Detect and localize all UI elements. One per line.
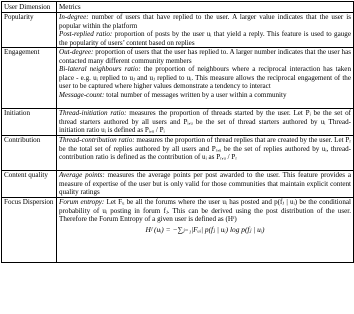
metric-term: Out-degree: bbox=[59, 48, 94, 57]
dimension-label: Content quality bbox=[2, 171, 57, 198]
table-row-focus-dispersion bbox=[2, 198, 354, 263]
metric-term: Thread-initiation ratio: bbox=[59, 109, 127, 118]
metrics-table-container bbox=[1, 1, 354, 263]
header-user-dimension: User Dimension bbox=[2, 2, 57, 13]
metric-term: Average points: bbox=[59, 171, 105, 180]
dimension-label: Engagement bbox=[2, 48, 57, 109]
metric-text: Let Fᵤ be all the forums where the user uᵢ has posted and p(fⱼ | uᵢ) be the conditional probability of uᵢ posting in forum fⱼ. This can be derived using the post distribution of the user. Therefore the Forum Entropy of a given user is defined as (Hᶠ) bbox=[59, 198, 351, 224]
table-header-row bbox=[2, 2, 354, 13]
dimension-label: Initiation bbox=[2, 109, 57, 136]
dimension-label: Popularity bbox=[2, 13, 57, 48]
metric-term: Bi-lateral neighbours ratio: bbox=[59, 65, 141, 74]
metric-text: total number of messages written by a user within a community bbox=[104, 90, 287, 99]
dimension-label: Contribution bbox=[2, 136, 57, 171]
table-row-contribution bbox=[2, 136, 354, 171]
table-row-popularity bbox=[2, 13, 354, 48]
metric-text: the proportion of neighbours where a reciprocal interaction has taken place - e.g. uᵢ replied to uⱼ and uⱼ replied to uᵢ. This measure allows the reciprocal engagement of the user to be captured where higher values demonstrate a tendency to interact bbox=[59, 65, 351, 91]
user-dimension-metrics-table bbox=[1, 1, 354, 263]
metric-text: proportion of posts by the user uᵢ that yield a reply. This feature is used to gauge the popularity of users’ content based on replies bbox=[59, 30, 351, 47]
metric-term: Forum entropy: bbox=[59, 198, 105, 207]
metrics-cell bbox=[57, 198, 354, 263]
metrics-cell bbox=[57, 171, 354, 198]
metric-term: Post-replied ratio: bbox=[59, 30, 113, 39]
metrics-cell bbox=[57, 48, 354, 109]
metric-text: measures the proportion of threads started by the user. Let Pᵢ be the set of thread starters authored by all users and Pᵢ,ᵤ be the set of thread starters authored by uᵢ Thread-initiation ratio uᵢ is defined as Pᵢ,ᵤ / Pᵢ bbox=[59, 109, 351, 135]
metrics-cell bbox=[57, 13, 354, 48]
forum-entropy-equation: Hᶠ (uᵢ) = −∑ⱼ₌₁|Fᵤᵢ| p(fⱼ | uᵢ) log p(fⱼ | uᵢ) bbox=[145, 224, 265, 234]
metric-text: number of users that have replied to the user. A larger value indicates that the user is popular within the platform bbox=[59, 13, 351, 30]
dimension-label: Focus Dispersion bbox=[2, 198, 57, 263]
metric-term: Message-count: bbox=[59, 90, 105, 99]
metric-text: proportion of users that the user has replied to. A larger number indicates that the user has contacted many different community members bbox=[59, 48, 351, 65]
table-row-engagement bbox=[2, 48, 354, 109]
table-row-content-quality bbox=[2, 171, 354, 198]
metric-text: measures the proportion of thread replies that are created by the user. Let Pᵣ be the total set of replies authored by all users and Pᵣ,ᵤ be the set of replies authored by uᵢ, thread-contribution ratio is defined as the contribution of uᵢ as Pᵣ,ᵤ / Pᵣ bbox=[59, 136, 351, 162]
header-metrics: Metrics bbox=[57, 2, 354, 13]
table-row-initiation bbox=[2, 109, 354, 136]
metric-term: Thread-contribution ratio: bbox=[59, 136, 135, 145]
metric-term: In-degree: bbox=[59, 13, 89, 22]
metrics-cell bbox=[57, 136, 354, 171]
metrics-cell bbox=[57, 109, 354, 136]
metric-text: measures the average points per post awarded to the user. This feature provides a measure of expertise of the user but is only valid for those communities that maintain explicit content quality ratings bbox=[59, 171, 351, 197]
